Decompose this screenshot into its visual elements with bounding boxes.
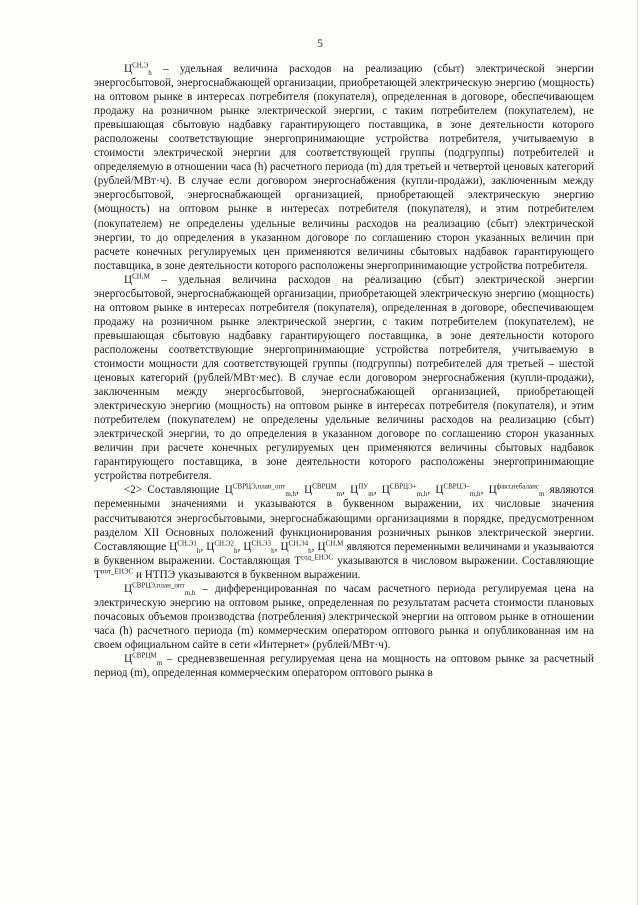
superscript: СН,Э2: [214, 538, 234, 547]
superscript: СН,Э3: [251, 538, 272, 547]
page-edge: [637, 0, 638, 905]
superscript: СН,М: [325, 538, 344, 547]
superscript: СВРЦЭ+: [389, 482, 417, 491]
subscript: m: [538, 490, 545, 499]
superscript: факт,небаланс: [496, 482, 539, 491]
subscript: h: [196, 546, 201, 555]
subscript: m,h: [416, 490, 428, 499]
superscript: ПУ: [358, 482, 369, 491]
subscript: m: [156, 659, 163, 668]
paragraph-note-2: <2> Составляющие $Ц^{СВРЦЭ,план\_опт}_{m,h}$, $Ц^{СВРЦМ}_m$, $Ц^{ПУ}_m$, $Ц^{СВРЦЭ+}_{m,h}$, $Ц^{СВРЦЭ-}_{m,h}$, $Ц^{факт,небаланс}_m$ являются переменными значениями и указываются в буквенном выражении, их числовые значения рассчитываются энергосбытовыми, энергоснабжающими организациями в порядке, предусмотренном разделом XII Основных положений функционирования розничных рынков электрической энергии. Составляющие $Ц^{СН,Э1}_h$, $Ц^{СН,Э2}_h$, $Ц^{СН,Э3}_h$, $Ц^{СН,Э4}_h$, $Ц^{СН,М}$ являются переменными величинами и указываются в буквенном выражении. Составляющая $Т^{сод\_ЕНЭС}$ указываются в числовом выражении. Составляющие $Т^{пот\_ЕНЭС}$ и НТПЭ указываются в буквенном выражении.: [94, 482, 594, 581]
paragraph-csn-m: $Ц^{СН,М}$ – удельная величина расходов на реализацию (сбыт) электрической энергии энергосбытовой, энергоснабжающей организации, приобретающей электрическую энергию (мощность) на оптовом рынке в интересах потребителя (покупателя), определенная в договоре, обеспечивающем продажу на розничном рынке электрической энергии, с таким потребителем (покупателем), не превышающая сбытовую надбавку гарантирующего поставщика, в зоне деятельности которого расположены соответствующие энергопринимающие устройства потребителя, учитываемую в стоимости мощности для соответствующей группы (подгруппы) потребителей для третьей – шестой ценовых категорий (рублей/МВт·мес). В случае если договором энергоснабжения (купли-продажи), заключенным между энергосбытовой, энергоснабжающей организацией, приобретающей электрическую энергию (мощность) на оптовом рынке в интересах потребителя (покупателя), и этим потребителем (покупателем) не определены удельные величины расходов на реализацию (сбыт) электрической энергии, то до определения в указанном договоре по соглашению сторон указанных величин при расчете конечных регулируемых цен применяются величины сбытовых надбавок гарантирующего поставщика, в зоне деятельности которого расположены энергопринимающие устройства потребителя.: [94, 271, 594, 483]
superscript: СН,Э4: [288, 538, 309, 547]
paragraph-csn-e: $Ц^{СН,Э}_h$ – удельная величина расходов на реализацию (сбыт) электрической энергии энергосбытовой, энергоснабжающей организации, приобретающей электрическую энергию (мощность) на оптовом рынке в интересах потребителя (покупателя), определенная в договоре, обеспечивающем продажу на розничном рынке электрической энергии, с таким потребителем (покупателем), не превышающая сбытовую надбавку гарантирующего поставщика, в зоне деятельности которого расположены соответствующие энергопринимающие устройства потребителя, учитываемую в стоимости электрической энергии для соответствующей группы (подгруппы) потребителей и определяемую в отношении часа (h) расчетного периода (m) для третьей и четвертой ценовых категорий (рублей/МВт·ч). В случае если договором энергоснабжения (купли-продажи), заключенным между энергосбытовой, энергоснабжающей организацией, приобретающей электрическую энергию (мощность) на оптовом рынке в интересах потребителя (покупателя), и этим потребителем (покупателем) не определены удельные величины расходов на реализацию (сбыт) электрической энергии, то до определения в указанном договоре по соглашению сторон указанных величин при расчете конечных регулируемых цен применяются величины сбытовых надбавок гарантирующего поставщика, в зоне деятельности которого расположены энергопринимающие устройства потребителя.: [94, 61, 594, 272]
paragraph-csvrcm: $Ц^{СВРЦМ}_m$ – средневзвешенная регулируемая цена на мощность на оптовом рынке за расчетный период (m), определенная коммерческим оператором оптового рынка в: [94, 651, 594, 680]
paragraph-csvrce-plan: $Ц^{СВРЦЭ,план\_опт}_{m,h}$ – дифференцированная по часам расчетного периода регулируемая цена на электрическую энергию на оптовом рынке, определенная по результатам расчета стоимости плановых почасовых объемов производства (потребления) электрической энергии на оптовом рынке в отношении часа (h) расчетного периода (m) коммерческим оператором оптового рынка и опубликованная им на своем официальном сайте в сети «Интернет» (рублей/МВт·ч).: [94, 581, 594, 651]
superscript: СВРЦМ: [312, 482, 337, 491]
superscript: сод_ЕНЭС: [301, 552, 334, 561]
subscript: m: [368, 490, 374, 499]
superscript: СН,М: [132, 271, 150, 280]
superscript: СВРЦМ: [132, 651, 157, 660]
page-number: 5: [317, 38, 323, 50]
subscript: m: [336, 490, 343, 499]
subscript: h: [233, 546, 238, 555]
superscript: СН,Э1: [177, 538, 197, 547]
subscript: m,h: [285, 490, 297, 499]
subscript: h: [148, 69, 152, 78]
superscript: пот_ЕНЭС: [100, 566, 134, 575]
superscript: СН,Э: [132, 61, 149, 70]
subscript: m,h: [184, 588, 196, 597]
subscript: m,h: [469, 490, 481, 499]
superscript: СВРЦЭ,план_опт: [132, 581, 185, 589]
document-body: [94, 62, 594, 680]
subscript: h: [308, 546, 312, 555]
superscript: СВРЦЭ,план_опт: [232, 482, 286, 491]
superscript: СВРЦЭ–: [443, 482, 470, 491]
subscript: h: [271, 546, 275, 555]
